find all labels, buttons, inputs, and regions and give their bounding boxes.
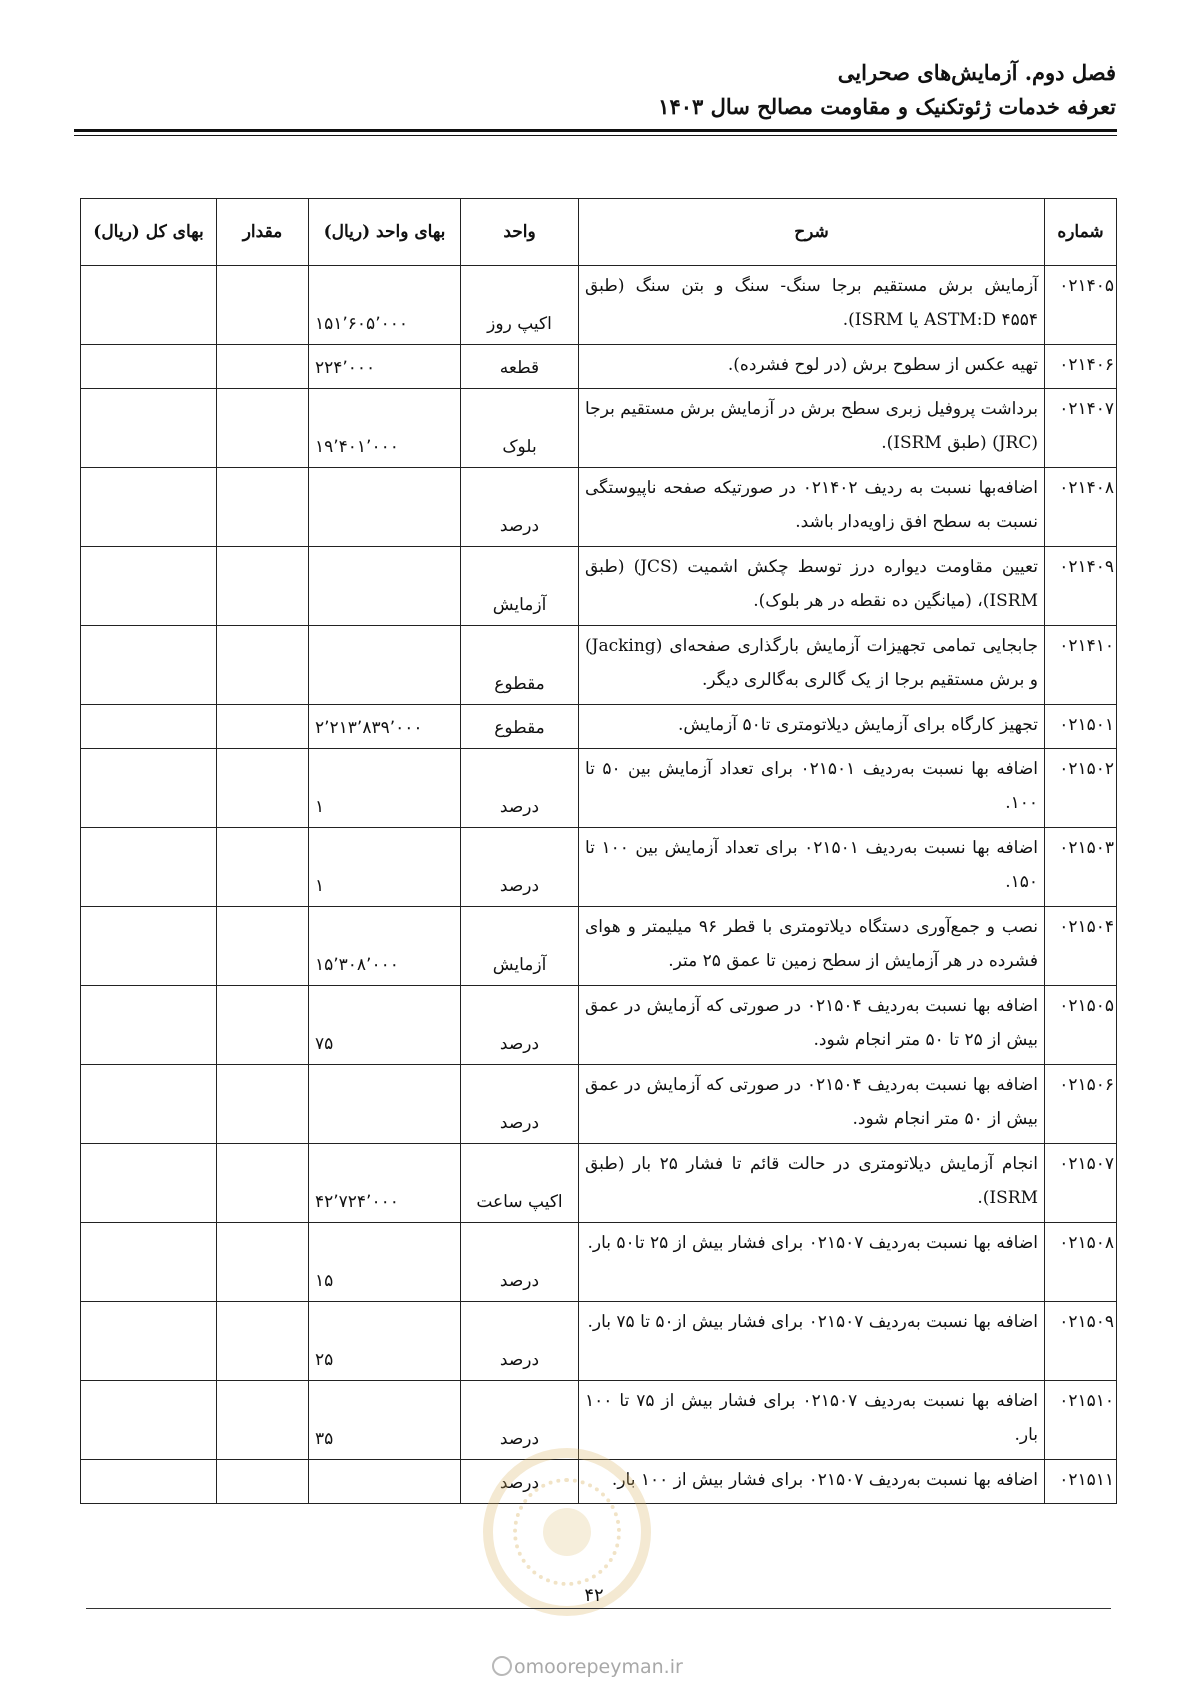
item-unit-price: ۲٬۲۱۳٬۸۳۹٬۰۰۰ <box>309 705 461 749</box>
item-unit: اکیپ ساعت <box>461 1144 579 1223</box>
table-row <box>81 1460 1117 1504</box>
table-row <box>81 1144 1117 1223</box>
table-row <box>81 907 1117 986</box>
item-quantity <box>217 266 309 345</box>
item-description: تعیین مقاومت دیواره درز توسط چکش اشمیت (JCS) (طبق ISRM)، (میانگین ده نقطه در هر بلوک). <box>579 547 1045 626</box>
item-description: اضافه بها نسبت به‌ردیف ۰۲۱۵۰۷ برای فشار بیش از ۷۵ تا ۱۰۰ بار. <box>579 1381 1045 1460</box>
item-unit-price: ۱۵٬۳۰۸٬۰۰۰ <box>309 907 461 986</box>
table-row <box>81 468 1117 547</box>
item-quantity <box>217 1144 309 1223</box>
table-row <box>81 828 1117 907</box>
item-quantity <box>217 389 309 468</box>
table-row <box>81 986 1117 1065</box>
item-unit: درصد <box>461 1381 579 1460</box>
item-unit: درصد <box>461 1065 579 1144</box>
item-description: تجهیز کارگاه برای آزمایش دیلاتومتری تا۵۰ آزمایش. <box>579 705 1045 749</box>
col-description-header: شرح <box>579 199 1045 266</box>
item-number: ۰۲۱۵۰۴ <box>1045 907 1117 986</box>
item-number: ۰۲۱۵۰۹ <box>1045 1302 1117 1381</box>
item-number: ۰۲۱۴۱۰ <box>1045 626 1117 705</box>
item-unit-price: ۱۵۱٬۶۰۵٬۰۰۰ <box>309 266 461 345</box>
item-unit: آزمایش <box>461 907 579 986</box>
table-row <box>81 1223 1117 1302</box>
item-unit-price: ۱ <box>309 828 461 907</box>
item-number: ۰۲۱۵۰۱ <box>1045 705 1117 749</box>
seal-emblem <box>543 1508 591 1556</box>
table-row <box>81 266 1117 345</box>
item-unit-price: ۱ <box>309 749 461 828</box>
item-quantity <box>217 468 309 547</box>
table-row <box>81 547 1117 626</box>
item-unit-price: ۱۵ <box>309 1223 461 1302</box>
item-unit: مقطوع <box>461 705 579 749</box>
item-description: اضافه بها نسبت به‌ردیف ۰۲۱۵۰۷ برای فشار بیش از ۲۵ تا۵۰ بار. <box>579 1223 1045 1302</box>
item-number: ۰۲۱۴۰۷ <box>1045 389 1117 468</box>
item-unit-price: ۳۵ <box>309 1381 461 1460</box>
item-unit: درصد <box>461 749 579 828</box>
item-quantity <box>217 345 309 389</box>
footer-rule <box>86 1608 1111 1609</box>
item-total-price <box>81 547 217 626</box>
item-description: جابجایی تمامی تجهیزات آزمایش بارگذاری صفحه‌ای (Jacking) و برش مستقیم برجا از یک گالری به‌گالری دیگر. <box>579 626 1045 705</box>
header-rule-thin <box>74 135 1117 136</box>
item-total-price <box>81 468 217 547</box>
item-number: ۰۲۱۵۰۳ <box>1045 828 1117 907</box>
item-unit-price: ۴۲٬۷۲۴٬۰۰۰ <box>309 1144 461 1223</box>
item-description: اضافه بها نسبت به‌ردیف ۰۲۱۵۰۷ برای فشار بیش از۵۰ تا ۷۵ بار. <box>579 1302 1045 1381</box>
item-total-price <box>81 907 217 986</box>
watermark-text: omoorepeyman.ir <box>514 1656 683 1678</box>
item-total-price <box>81 1460 217 1504</box>
item-description: اضافه بها نسبت به‌ردیف ۰۲۱۵۰۱ برای تعداد آزمایش بین ۱۰۰ تا ۱۵۰. <box>579 828 1045 907</box>
item-unit: درصد <box>461 468 579 547</box>
col-number-header: شماره <box>1045 199 1117 266</box>
item-total-price <box>81 1065 217 1144</box>
item-unit-price <box>309 1065 461 1144</box>
col-quantity-header: مقدار <box>217 199 309 266</box>
item-total-price <box>81 1381 217 1460</box>
table-row <box>81 1065 1117 1144</box>
item-unit-price <box>309 468 461 547</box>
item-number: ۰۲۱۵۰۷ <box>1045 1144 1117 1223</box>
item-total-price <box>81 266 217 345</box>
document-title: تعرفه خدمات ژئوتکنیک و مقاومت مصالح سال ۱۴۰۳ <box>658 94 1116 119</box>
item-number: ۰۲۱۴۰۵ <box>1045 266 1117 345</box>
item-unit-price: ۷۵ <box>309 986 461 1065</box>
table-row <box>81 1302 1117 1381</box>
item-total-price <box>81 1302 217 1381</box>
item-unit-price <box>309 547 461 626</box>
table-row <box>81 389 1117 468</box>
item-number: ۰۲۱۴۰۸ <box>1045 468 1117 547</box>
item-total-price <box>81 389 217 468</box>
item-description: برداشت پروفیل زبری سطح برش در آزمایش برش مستقیم برجا (JRC) (طبق ISRM). <box>579 389 1045 468</box>
item-unit: آزمایش <box>461 547 579 626</box>
item-description: تهیه عکس از سطوح برش (در لوح فشرده). <box>579 345 1045 389</box>
item-total-price <box>81 626 217 705</box>
table-header-row <box>81 199 1117 266</box>
item-unit-price: ۲۲۴٬۰۰۰ <box>309 345 461 389</box>
item-total-price <box>81 345 217 389</box>
item-unit: درصد <box>461 986 579 1065</box>
item-quantity <box>217 1460 309 1504</box>
item-number: ۰۲۱۴۰۶ <box>1045 345 1117 389</box>
item-quantity <box>217 705 309 749</box>
item-description: اضافه بها نسبت به‌ردیف ۰۲۱۵۰۷ برای فشار بیش از ۱۰۰ بار. <box>579 1460 1045 1504</box>
item-number: ۰۲۱۵۰۶ <box>1045 1065 1117 1144</box>
item-total-price <box>81 1223 217 1302</box>
item-total-price <box>81 986 217 1065</box>
item-unit: قطعه <box>461 345 579 389</box>
item-description: اضافه بها نسبت به‌ردیف ۰۲۱۵۰۴ در صورتی که آزمایش در عمق بیش از ۲۵ تا ۵۰ متر انجام شود. <box>579 986 1045 1065</box>
item-quantity <box>217 907 309 986</box>
col-total-price-header: بهای کل (ریال) <box>81 199 217 266</box>
item-quantity <box>217 1065 309 1144</box>
item-description: انجام آزمایش دیلاتومتری در حالت قائم تا فشار ۲۵ بار (طبق ISRM). <box>579 1144 1045 1223</box>
item-description: آزمایش برش مستقیم برجا سنگ- سنگ و بتن سنگ (طبق ASTM:D ۴۵۵۴ یا ISRM). <box>579 266 1045 345</box>
item-unit-price <box>309 1460 461 1504</box>
header-rule-thick <box>74 129 1117 132</box>
chapter-title: فصل دوم. آزمایش‌های صحرایی <box>837 60 1116 85</box>
col-unit-price-header: بهای واحد (ریال) <box>309 199 461 266</box>
item-quantity <box>217 986 309 1065</box>
item-total-price <box>81 1144 217 1223</box>
item-total-price <box>81 749 217 828</box>
tariff-table <box>80 198 1117 1504</box>
page-header <box>658 56 1116 124</box>
item-quantity <box>217 547 309 626</box>
item-unit: درصد <box>461 1460 579 1504</box>
item-quantity <box>217 1381 309 1460</box>
item-unit: بلوک <box>461 389 579 468</box>
item-number: ۰۲۱۴۰۹ <box>1045 547 1117 626</box>
item-description: نصب و جمع‌آوری دستگاه دیلاتومتری با قطر ۹۶ میلیمتر و هوای فشرده در هر آزمایش از سطح زمین تا عمق ۲۵ متر. <box>579 907 1045 986</box>
item-number: ۰۲۱۵۱۰ <box>1045 1381 1117 1460</box>
item-unit-price: ۱۹٬۴۰۱٬۰۰۰ <box>309 389 461 468</box>
table-row <box>81 705 1117 749</box>
item-unit: درصد <box>461 1223 579 1302</box>
item-quantity <box>217 1223 309 1302</box>
item-total-price <box>81 705 217 749</box>
at-icon <box>492 1656 512 1676</box>
item-quantity <box>217 626 309 705</box>
item-unit: مقطوع <box>461 626 579 705</box>
item-unit: درصد <box>461 1302 579 1381</box>
table-row <box>81 345 1117 389</box>
item-description: اضافه بها نسبت به‌ردیف ۰۲۱۵۰۴ در صورتی که آزمایش در عمق بیش از ۵۰ متر انجام شود. <box>579 1065 1045 1144</box>
table-row <box>81 1381 1117 1460</box>
item-total-price <box>81 828 217 907</box>
item-unit-price: ۲۵ <box>309 1302 461 1381</box>
site-watermark <box>492 1656 683 1678</box>
col-unit-header: واحد <box>461 199 579 266</box>
item-description: اضافه بها نسبت به‌ردیف ۰۲۱۵۰۱ برای تعداد آزمایش بین ۵۰ تا ۱۰۰. <box>579 749 1045 828</box>
item-quantity <box>217 828 309 907</box>
item-quantity <box>217 749 309 828</box>
item-unit-price <box>309 626 461 705</box>
table-row <box>81 626 1117 705</box>
table-row <box>81 749 1117 828</box>
item-number: ۰۲۱۵۰۵ <box>1045 986 1117 1065</box>
item-unit: اکیپ روز <box>461 266 579 345</box>
item-description: اضافه‌بها نسبت به ردیف ۰۲۱۴۰۲ در صورتیکه صفحه ناپیوستگی نسبت به سطح افق زاویه‌دار باشد. <box>579 468 1045 547</box>
item-number: ۰۲۱۵۰۲ <box>1045 749 1117 828</box>
item-number: ۰۲۱۵۱۱ <box>1045 1460 1117 1504</box>
item-quantity <box>217 1302 309 1381</box>
item-unit: درصد <box>461 828 579 907</box>
page-number: ۴۲ <box>584 1585 604 1606</box>
item-number: ۰۲۱۵۰۸ <box>1045 1223 1117 1302</box>
